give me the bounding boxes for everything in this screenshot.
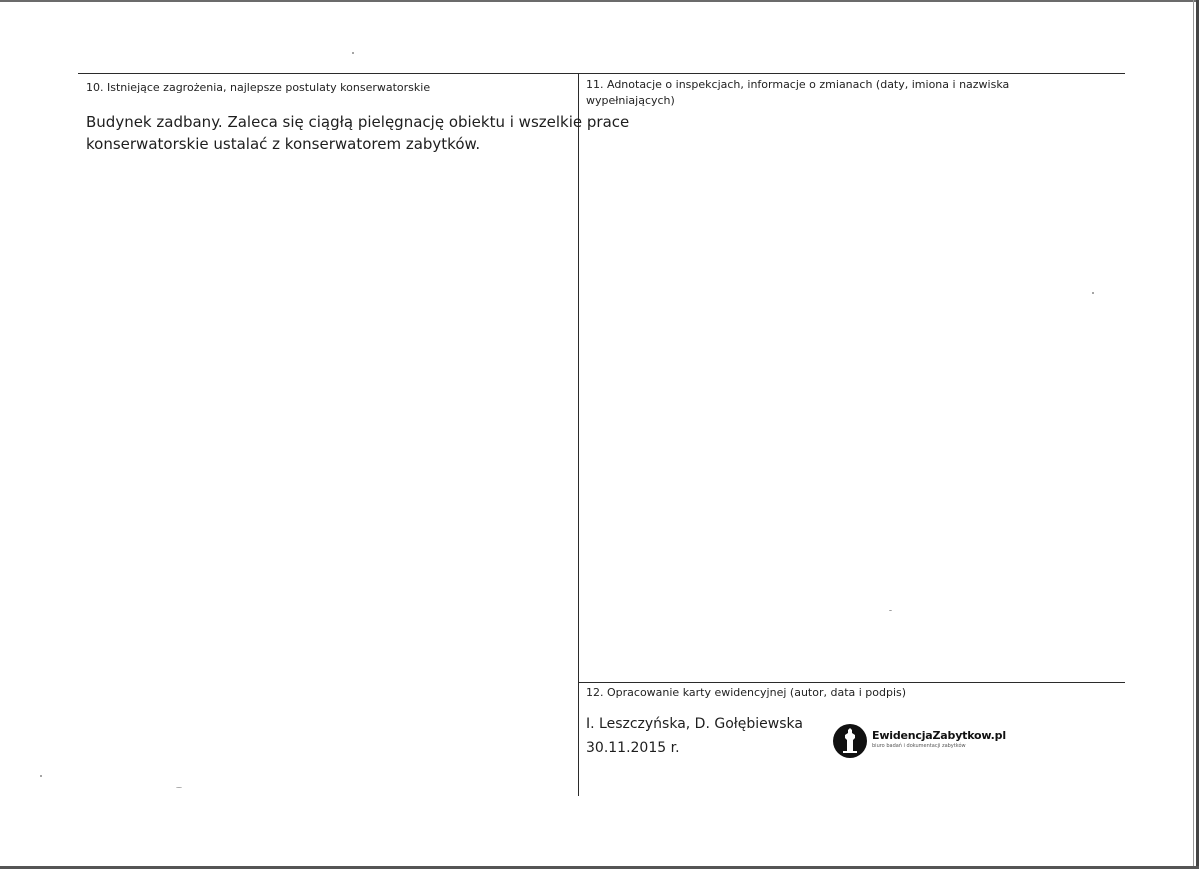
column-divider <box>578 73 579 796</box>
section-12-label: 12. Opracowanie karty ewidencyjnej (autor, data i podpis) <box>586 686 907 699</box>
monument-silhouette-icon <box>832 723 868 759</box>
section-12-authors: I. Leszczyńska, D. Gołębiewska <box>586 716 803 732</box>
scan-speck <box>352 52 354 54</box>
logo-tagline: biuro badań i dokumentacji zabytków <box>872 743 966 749</box>
scan-speck <box>40 775 42 777</box>
company-logo <box>832 722 1006 762</box>
scan-speck <box>889 610 892 611</box>
scan-edge-right-inner <box>1193 0 1194 869</box>
scan-speck <box>176 787 182 788</box>
logo-name: EwidencjaZabytkow.pl <box>872 729 1006 742</box>
section-11-label-line-2: wypełniających) <box>586 94 675 107</box>
section-10-text-line-1: Budynek zadbany. Zaleca się ciągłą pielęgnację obiektu i wszelkie prace <box>86 113 630 131</box>
top-rule <box>78 73 1125 74</box>
section-12-rule <box>578 682 1125 683</box>
section-10-text-line-2: konserwatorskie ustalać z konserwatorem zabytków. <box>86 135 481 153</box>
scan-edge-top <box>0 0 1199 2</box>
section-12-date: 30.11.2015 r. <box>586 740 680 756</box>
section-10-label: 10. Istniejące zagrożenia, najlepsze postulaty konserwatorskie <box>86 81 431 94</box>
scan-speck <box>1092 292 1094 294</box>
section-11-label-line-1: 11. Adnotacje o inspekcjach, informacje o zmianach (daty, imiona i nazwiska <box>586 78 1010 91</box>
